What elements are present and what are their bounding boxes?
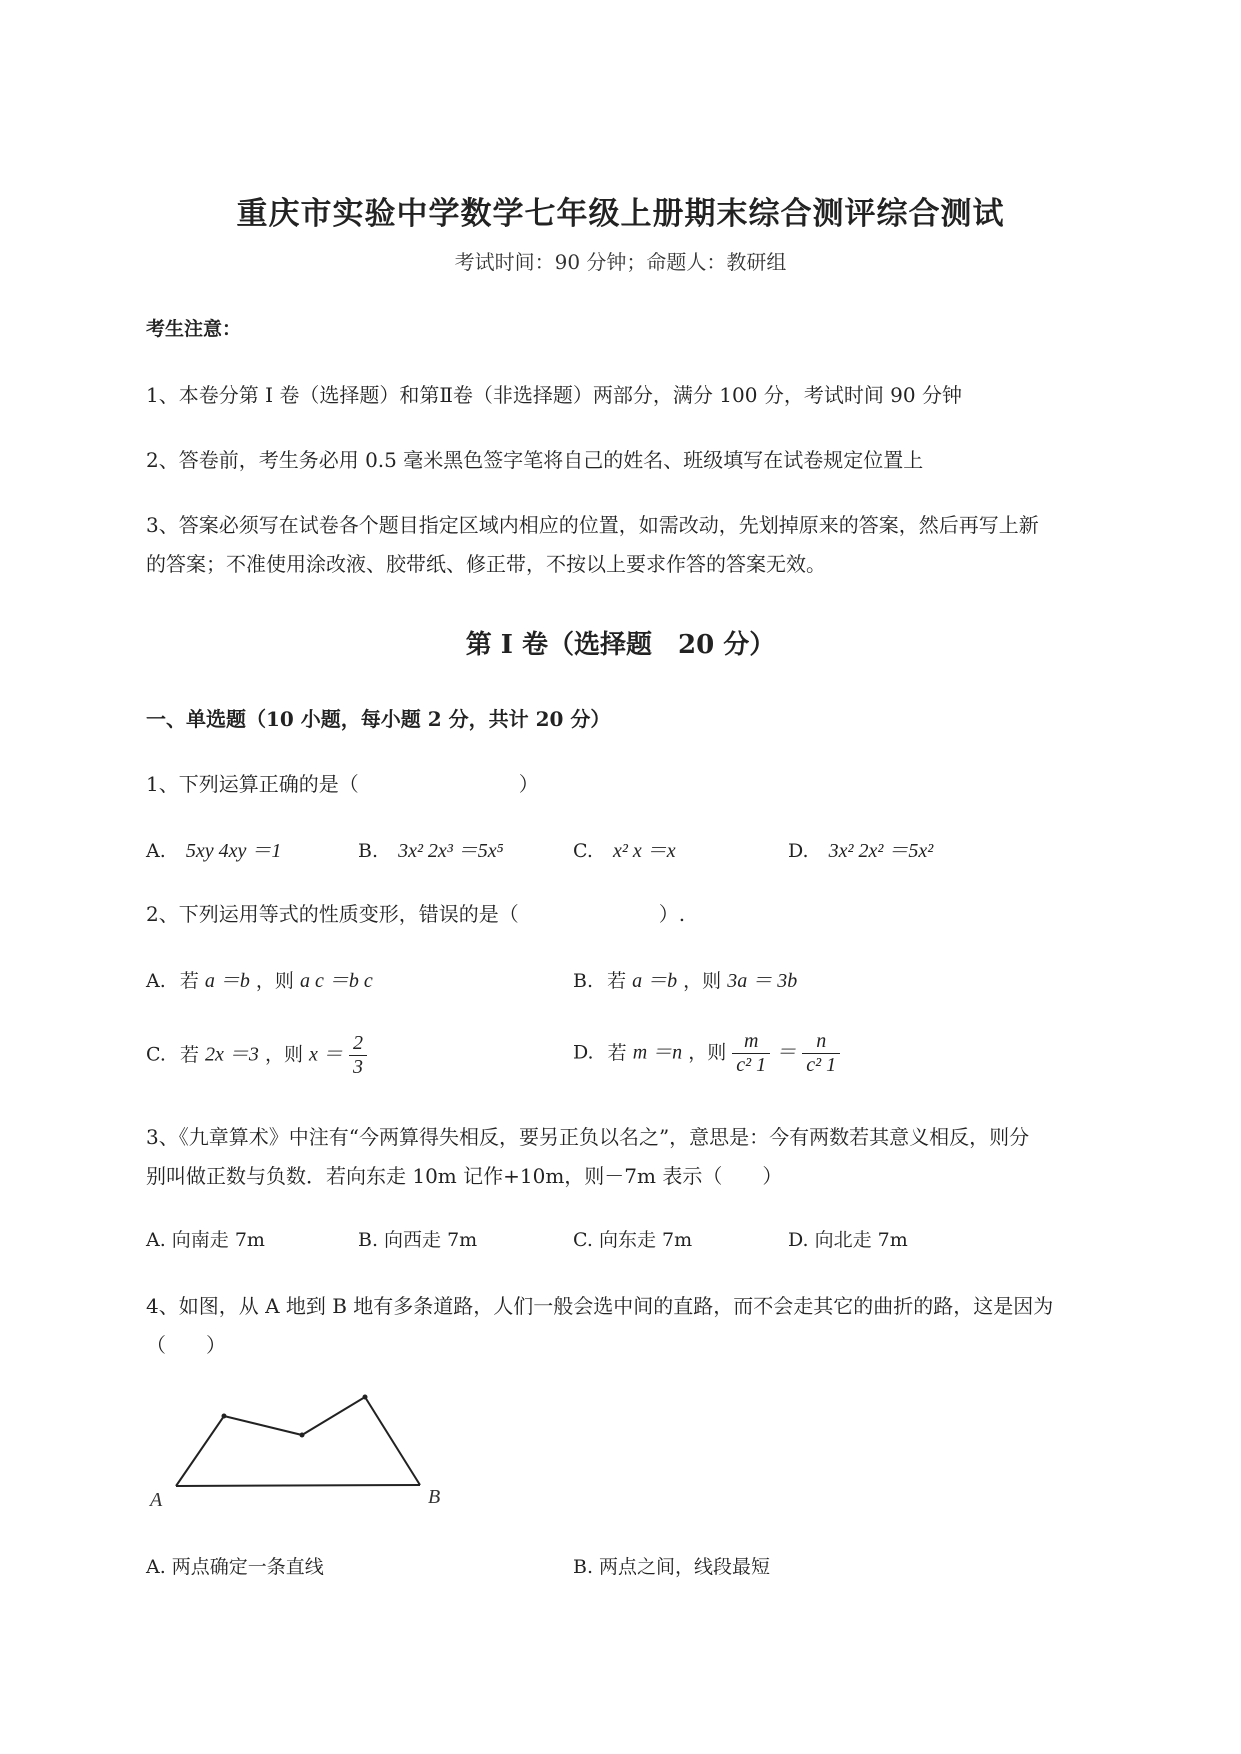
q2-option-d-fraction-2 [802,1030,840,1077]
q2-option-d-math1: m ＝n [632,1041,683,1064]
q2-option-c-text2: ，则 [264,1043,303,1066]
q3-option-c: C. 向东走 7m [573,1229,693,1251]
q2-option-b-text1: 若 [607,970,627,992]
q3-option-b: B. 向西走 7m [358,1229,478,1251]
q2-option-b-math1: a ＝b [632,970,678,992]
route-vertex [363,1395,368,1400]
q2-option-d-denominator-2: c² 1 [806,1054,837,1076]
q3-option-d: D. 向北走 7m [788,1229,908,1251]
route-vertex [300,1433,305,1438]
q3-option-a: A. 向南走 7m [146,1229,265,1251]
q1-option-c-label: C. [573,840,593,862]
q2-option-d-text2: ，则 [688,1041,727,1064]
q2-option-b-text2: ，则 [683,970,722,992]
q2-option-c [146,1032,367,1079]
winding-route [176,1397,420,1486]
q2-option-c-label: C. [146,1043,166,1066]
q4-option-a: A. 两点确定一条直线 [146,1556,324,1578]
q2-option-a-math2: a c ＝b c [299,970,373,992]
q2-option-d-numerator-2: n [802,1030,840,1054]
notice-item-2: 2、答卷前，考生务必用 0.5 毫米黑色签字笔将自己的姓名、班级填写在试卷规定位置上 [146,448,924,472]
q4-stem-line2: （ ） [146,1333,226,1357]
q1-option-a-label: A. [146,840,166,862]
q2-option-d-equals: ＝ [776,1041,797,1064]
route-figure [140,1385,460,1510]
q2-option-a [146,964,373,993]
q1-option-c-math: x² x ＝x [612,840,676,862]
q2-option-a-text2: ，则 [255,970,294,992]
notice-item-1: 1、本卷分第 I 卷（选择题）和第Ⅱ卷（非选择题）两部分，满分 100 分，考试时间 90 分钟 [146,383,962,407]
q2-option-c-math1: 2x ＝3 [205,1043,259,1066]
q2-option-d-numerator-1: m [732,1030,770,1054]
q2-option-d [573,1030,840,1077]
q2-option-d-label: D. [573,1041,594,1064]
exam-subtitle: 考试时间：90 分钟；命题人：教研组 [454,250,787,274]
q1-stem: 1、下列运算正确的是（ ） [146,772,539,796]
subsection-heading: 一、单选题（10 小题，每小题 2 分，共计 20 分） [146,707,611,731]
notice-item-3: 3、答案必须写在试卷各个题目指定区域内相应的位置，如需改动，先划掉原来的答案，然后再写上新 [146,513,1039,537]
q2-option-c-math2: x ＝ [309,1043,343,1066]
q2-option-b [573,964,797,993]
q2-option-b-math2: 3a ＝ 3b [727,970,798,992]
q1-option-d-label: D. [788,840,809,862]
q4-option-b: B. 两点之间，线段最短 [573,1556,771,1578]
q2-option-b-label: B. [573,970,594,992]
q1-option-b-math: 3x² 2x³ ＝5x⁵ [398,840,504,862]
notice-item-3-cont: 的答案；不准使用涂改液、胶带纸、修正带，不按以上要求作答的答案无效。 [146,552,826,576]
straight-route [176,1485,420,1486]
q2-option-c-denominator: 3 [352,1056,363,1078]
q2-stem: 2、下列运用等式的性质变形，错误的是（ ）. [146,902,686,926]
q1-option-b-label: B. [358,840,379,862]
q1-option-c [573,834,676,863]
notice-heading: 考生注意： [146,318,242,340]
q2-option-d-fraction-1 [732,1030,770,1077]
q2-option-d-text1: 若 [607,1041,627,1064]
q2-option-d-denominator-1: c² 1 [736,1054,767,1076]
q2-option-a-math1: a ＝b [204,970,250,992]
q2-option-c-fraction [349,1032,367,1079]
q3-stem-line1: 3、《九章算术》中注有“今两算得失相反，要另正负以名之”，意思是：今有两数若其意义相反，则分 [146,1125,1030,1149]
section-heading: 第 I 卷（选择题 20 分） [465,630,776,660]
q2-option-a-text1: 若 [179,970,199,992]
q1-option-a [146,834,281,863]
q3-stem-line2: 别叫做正数与负数．若向东走 10m 记作+10m，则－7m 表示（ ） [146,1164,783,1188]
q2-option-c-text1: 若 [179,1043,199,1066]
route-vertex [222,1414,227,1419]
q1-option-a-math: 5xy 4xy ＝1 [185,840,282,862]
q2-option-a-label: A. [146,970,166,992]
point-b-label: B [428,1486,441,1508]
q1-option-b [358,834,504,863]
q1-option-d-math: 3x² 2x² ＝5x² [828,840,934,862]
q4-stem-line1: 4、如图，从 A 地到 B 地有多条道路，人们一般会选中间的直路，而不会走其它的曲折的路，这是因为 [146,1294,1054,1318]
point-a-label: A [150,1489,163,1510]
q1-option-d [788,834,933,863]
q2-option-c-numerator: 2 [349,1032,367,1056]
exam-title: 重庆市实验中学数学七年级上册期末综合测评综合测试 [236,196,1005,232]
